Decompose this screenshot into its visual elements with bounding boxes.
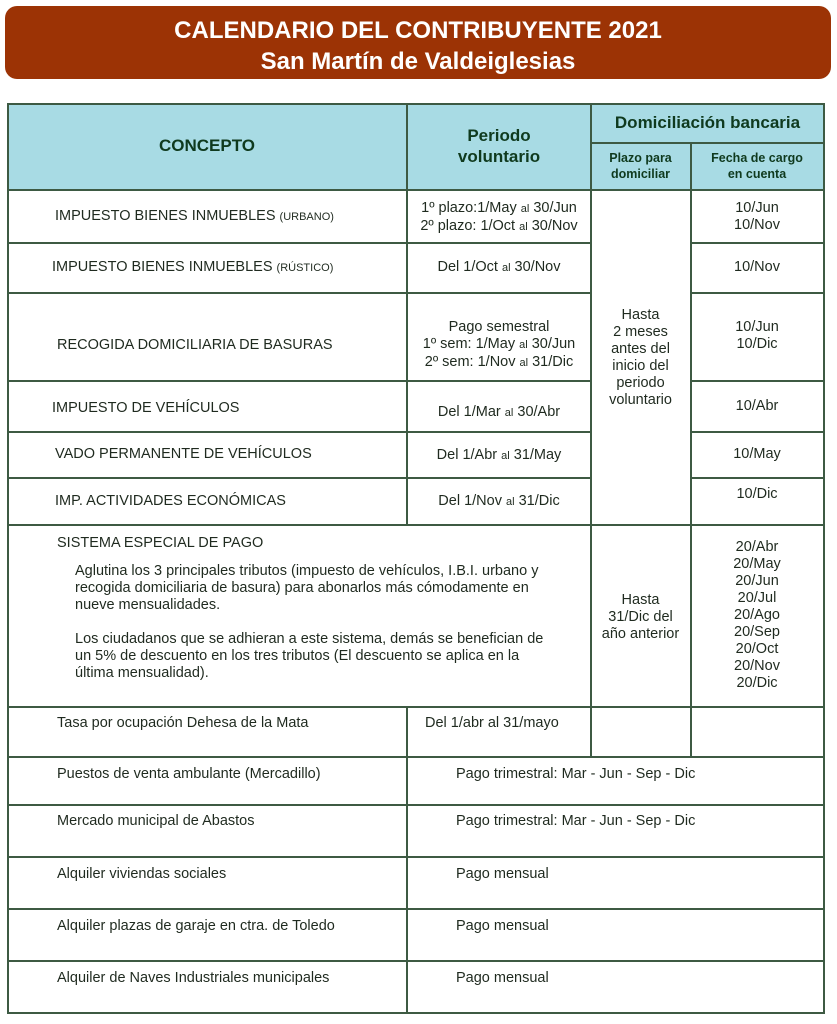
fecha-cargo: 20/Oct <box>735 641 779 657</box>
row-periodo <box>407 493 591 511</box>
row-fecha <box>690 398 824 415</box>
periodo-start: 2º sem: 1/Nov <box>424 354 516 370</box>
periodo-al: al <box>506 496 515 508</box>
divider <box>590 103 592 757</box>
otros-pago: Pago mensual <box>456 918 549 934</box>
row-concepto <box>52 259 333 277</box>
periodo-al: al <box>519 221 528 233</box>
row-concepto <box>55 446 312 463</box>
divider <box>7 380 591 382</box>
divider <box>7 756 825 758</box>
plazo-line: antes del <box>611 341 670 357</box>
banner-subtitle: San Martín de Valdeiglesias <box>260 48 576 75</box>
fecha-cargo: 10/Abr <box>735 398 779 414</box>
otros-pago: Pago trimestral: Mar - Jun - Sep - Dic <box>456 813 696 829</box>
periodo-end: 31/Dic <box>518 493 560 509</box>
fecha-cargo: 20/Nov <box>734 658 780 674</box>
divider <box>7 431 591 433</box>
divider <box>7 477 591 479</box>
fecha-cargo: 20/Sep <box>734 624 780 640</box>
divider <box>690 477 824 479</box>
divider <box>7 242 591 244</box>
concepto-main: RECOGIDA DOMICILIARIA DE BASURAS <box>57 337 333 353</box>
header-plazo-line1: Plazo para <box>609 151 672 165</box>
row-concepto <box>57 337 333 354</box>
plazo-line: 31/Dic del <box>608 609 673 625</box>
periodo-end: 30/Nov <box>531 218 578 234</box>
periodo-start: 1º sem: 1/May <box>422 336 516 352</box>
para-line: recogida domiciliaria de basura) para abonarlos más cómodamente en <box>75 580 529 596</box>
para-line: un 5% de descuento en los tres tributos (El descuento se aplica en la <box>75 648 520 664</box>
periodo-al: al <box>520 203 530 215</box>
para-line: última mensualidad). <box>75 665 209 681</box>
fecha-cargo: 10/Nov <box>734 217 780 233</box>
para-line: Los ciudadanos que se adhieran a este sistema, demás se benefician de <box>75 631 544 647</box>
sistema-para1 <box>75 563 538 614</box>
concepto-suffix: (RÚSTICO) <box>276 262 334 274</box>
periodo-al: al <box>501 262 511 274</box>
row-concepto <box>55 493 286 510</box>
periodo-al: al <box>501 450 510 462</box>
periodo-start: Del 1/Nov <box>438 493 502 509</box>
row-fecha <box>690 200 824 234</box>
tasa-concepto: Tasa por ocupación Dehesa de la Mata <box>57 715 309 731</box>
row-concepto <box>52 400 239 417</box>
fecha-cargo: 10/May <box>733 446 781 462</box>
periodo-start: Del 1/Abr <box>436 447 498 463</box>
border-left <box>7 103 9 1014</box>
divider <box>7 804 825 806</box>
divider <box>690 292 824 294</box>
otros-concepto: Alquiler plazas de garaje en ctra. de Toledo <box>57 918 335 934</box>
sistema-para2 <box>75 631 543 682</box>
periodo-end: 30/Nov <box>514 259 561 275</box>
divider <box>690 380 824 382</box>
border-top <box>7 103 825 105</box>
periodo-end: 30/Abr <box>517 404 561 420</box>
concepto-main: IMPUESTO DE VEHÍCULOS <box>52 400 240 416</box>
fecha-cargo: 20/Abr <box>735 539 779 555</box>
divider <box>690 431 824 433</box>
fecha-cargo: 10/Nov <box>734 259 780 275</box>
plazo-line: Hasta <box>621 307 660 323</box>
plazo-line: Hasta <box>621 592 660 608</box>
header-periodo-line2: voluntario <box>457 147 541 166</box>
plazo-merged <box>591 307 690 409</box>
row-concepto <box>55 208 334 226</box>
periodo-head: Pago semestral <box>448 319 550 335</box>
plazo-line: año anterior <box>601 626 680 642</box>
divider <box>690 143 692 757</box>
divider <box>7 292 591 294</box>
header-plazo-line2: domiciliar <box>610 167 671 181</box>
para-line: nueve mensualidades. <box>75 597 221 613</box>
row-periodo <box>407 259 591 277</box>
plazo-line: inicio del <box>612 358 669 374</box>
divider <box>690 242 824 244</box>
sistema-title: SISTEMA ESPECIAL DE PAGO <box>57 535 264 551</box>
fecha-cargo: 20/Dic <box>736 675 778 691</box>
divider <box>406 706 408 1013</box>
row-fecha <box>690 486 824 503</box>
concepto-main: VADO PERMANENTE DE VEHÍCULOS <box>55 446 312 462</box>
periodo-end: 30/Jun <box>531 336 576 352</box>
periodo-end: 30/Jun <box>533 200 577 216</box>
banner-title: CALENDARIO DEL CONTRIBUYENTE 2021 <box>174 17 662 44</box>
divider <box>406 103 408 525</box>
header-concepto: CONCEPTO <box>158 136 256 155</box>
border-right <box>823 103 825 1014</box>
periodo-end: 31/May <box>513 447 562 463</box>
fecha-cargo: 10/Dic <box>736 336 778 352</box>
sistema-plazo <box>591 592 690 643</box>
concepto-main: IMPUESTO BIENES INMUEBLES <box>52 259 273 275</box>
row-periodo <box>407 200 591 236</box>
divider <box>7 960 825 962</box>
row-fecha <box>690 319 824 353</box>
fecha-cargo: 10/Dic <box>736 486 778 502</box>
concepto-main: IMP. ACTIVIDADES ECONÓMICAS <box>55 493 286 509</box>
periodo-start: 2º plazo: 1/Oct <box>420 218 516 234</box>
otros-concepto: Alquiler viviendas sociales <box>57 866 227 882</box>
border-bottom <box>7 1012 825 1014</box>
fecha-cargo: 20/Jun <box>735 573 779 589</box>
row-periodo <box>407 447 591 465</box>
otros-pago: Pago mensual <box>456 970 549 986</box>
sistema-fechas <box>690 539 824 692</box>
periodo-start: Del 1/Mar <box>437 404 501 420</box>
fecha-cargo: 20/May <box>733 556 781 572</box>
row-periodo <box>407 319 591 372</box>
otros-pago: Pago mensual <box>456 866 549 882</box>
periodo-al: al <box>519 339 528 351</box>
periodo-al: al <box>504 407 514 419</box>
periodo-end: 31/Dic <box>532 354 574 370</box>
otros-concepto: Mercado municipal de Abastos <box>57 813 255 829</box>
plazo-line: periodo <box>616 375 665 391</box>
periodo-start: Del 1/Oct <box>437 259 498 275</box>
fecha-cargo: 10/Jun <box>735 200 779 216</box>
row-fecha <box>690 259 824 276</box>
tasa-periodo: Del 1/abr al 31/mayo <box>425 715 559 731</box>
plazo-line: 2 meses <box>613 324 668 340</box>
otros-concepto: Puestos de venta ambulante (Mercadillo) <box>57 766 321 782</box>
concepto-main: IMPUESTO BIENES INMUEBLES <box>55 208 276 224</box>
periodo-al: al <box>519 357 529 369</box>
divider <box>7 189 825 191</box>
header-periodo-line1: Periodo <box>467 126 531 145</box>
header-fecha-line2: en cuenta <box>727 167 787 181</box>
divider <box>7 706 825 708</box>
concepto-suffix: (URBANO) <box>279 211 334 223</box>
fecha-cargo: 10/Jun <box>735 319 779 335</box>
divider <box>7 856 825 858</box>
row-periodo <box>407 404 591 422</box>
header-domiciliacion: Domiciliación bancaria <box>614 113 801 132</box>
otros-concepto: Alquiler de Naves Industriales municipales <box>57 970 330 986</box>
plazo-line: voluntario <box>609 392 672 408</box>
otros-pago: Pago trimestral: Mar - Jun - Sep - Dic <box>456 766 696 782</box>
divider <box>7 908 825 910</box>
periodo-start: 1º plazo:1/May <box>421 200 517 216</box>
row-fecha <box>690 446 824 463</box>
divider <box>7 524 825 526</box>
header-fecha-line1: Fecha de cargo <box>711 151 803 165</box>
divider <box>591 142 824 144</box>
fecha-cargo: 20/Ago <box>734 607 780 623</box>
fecha-cargo: 20/Jul <box>737 590 777 606</box>
para-line: Aglutina los 3 principales tributos (impuesto de vehículos, I.B.I. urbano y <box>75 563 539 579</box>
